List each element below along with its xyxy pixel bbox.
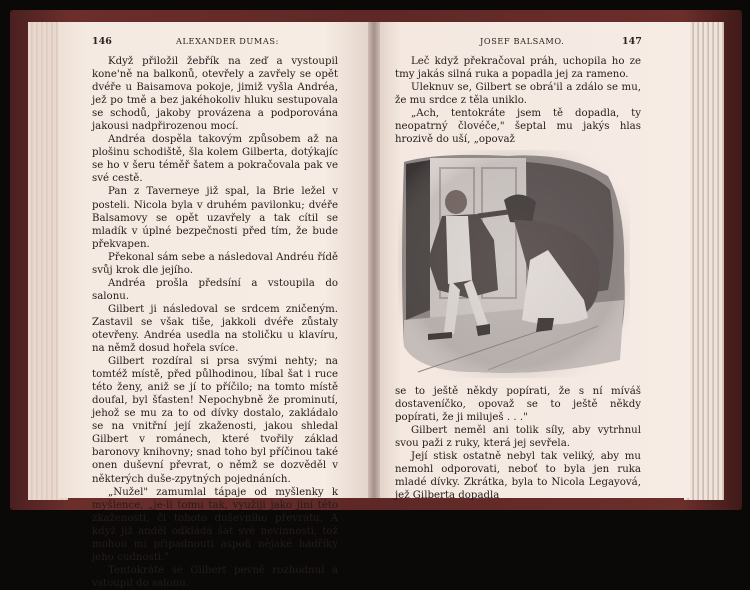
- paragraph: „Nužel" zamumlal tápaje od myšlenky k myšlence, „je-li tomu tak, využiji jako jiní této zkaženosti, či tohoto duševního převratu. A když již anděl odkládá šat své nevinnosti, tož mohou mi připadnouti aspoň nějaké hadříky jeho cudnosti.": [92, 486, 338, 563]
- right-page-text-top: [395, 55, 641, 146]
- left-page-text: [92, 55, 338, 590]
- left-page-number: 146: [92, 36, 112, 47]
- paragraph: Gilbert ji následoval se srdcem zničeným. Zastavil se však tiše, jakkoli dvéře zůstaly otevřeny. Andréa usedla na stoličku u klavíru, na němž dosud hořela svíce.: [92, 303, 338, 355]
- paragraph: Když přiložil žebřík na zeď a vystoupil kone'ně na balkonů, otevřely a zavřely se opět dvéře u Baisamova pokoje, jimiž vyšla Andréa, jež po tmě a bez jakéhokoliv hluku sestupovala se schodů, jakoby provázena a podporována jakousi nadpřirozenou mocí.: [92, 56, 338, 133]
- paragraph: Překonal sám sebe a následoval Andréu řídě svůj krok dle jejího.: [92, 251, 338, 276]
- book-gutter: [368, 22, 380, 498]
- right-running-head: JOSEF BALSAMO.: [480, 36, 565, 46]
- right-page-text-bottom: [395, 385, 641, 502]
- page-edges-right: [684, 22, 724, 500]
- paragraph: „Ach, tentokráte jsem tě dopadla, ty neopatrný človéče," šeptal mu jakýs hlas hrozivě do uší, „opovaž: [395, 108, 641, 146]
- paragraph: se to ještě někdy popírati, že s ní míváš dostaveníčko, opovaž se to ještě někdy popírati, že ji miluješ . . .": [395, 386, 641, 424]
- paragraph: Leč když překračoval práh, uchopila ho ze tmy jakás silná ruka a popadla jej za rameno.: [395, 56, 641, 81]
- paragraph: Její stisk ostatně nebyl tak veliký, aby mu nemohl odporovati, neboť to byla jen ruka mladé dívky. Zkrátka, byla to Nicola Legayová, jež Gilberta dopadla: [395, 451, 641, 502]
- paragraph: Andréa dospěla takovým způsobem až na plošinu schodiště, šla kolem Gilberta, dotýkajíc se ho v šeru téměř šatem a pokračovala pak ve své cestě.: [92, 134, 338, 185]
- paragraph: Gilbert neměl ani tolik síly, aby vytrhnul svou paži z ruky, která jej sevřela.: [395, 425, 641, 450]
- left-running-head: ALEXANDER DUMAS:: [176, 36, 279, 46]
- paragraph: Tentokráte se Gilbert pevně rozhodnul a vstoupil do salonu.: [92, 564, 338, 589]
- right-page-number: 147: [622, 36, 642, 47]
- paragraph: Andréa prošla předsíní a vstoupila do salonu.: [92, 277, 338, 302]
- paragraph: Gilbert rozdíral si prsa svými nehty; na tomtéž místě, před půlhodinou, líbal šat i ruce této ženy, aniž se jí to příčilo; na tomto místě doufal, byl šťasten! Nepochybně že prominutí, jehož se mu za to od dívky dostalo, zakládalo se na vnitřní její zkaženosti, jakou shledal Gilbert v románech, které tvořily základ baronovy knihovny; snad toho byl příčinou také onen duševní převrat, o němž se dozvěděl v některých duše-zpytných pojednáních.: [92, 356, 338, 485]
- illustration: [398, 150, 630, 378]
- paragraph: Uleknuv se, Gilbert se obrá'il a zdálo se mu, že mu srdce z těla uniklo.: [395, 82, 641, 107]
- paragraph: Pan z Taverneye již spal, la Brie ležel v posteli. Nicola byla v druhém pavilonku; dvéře Balsamovy se opět uzavřely a tak cítil se mladík v úplné bezpečnosti před tím, že bude překvapen.: [92, 186, 338, 250]
